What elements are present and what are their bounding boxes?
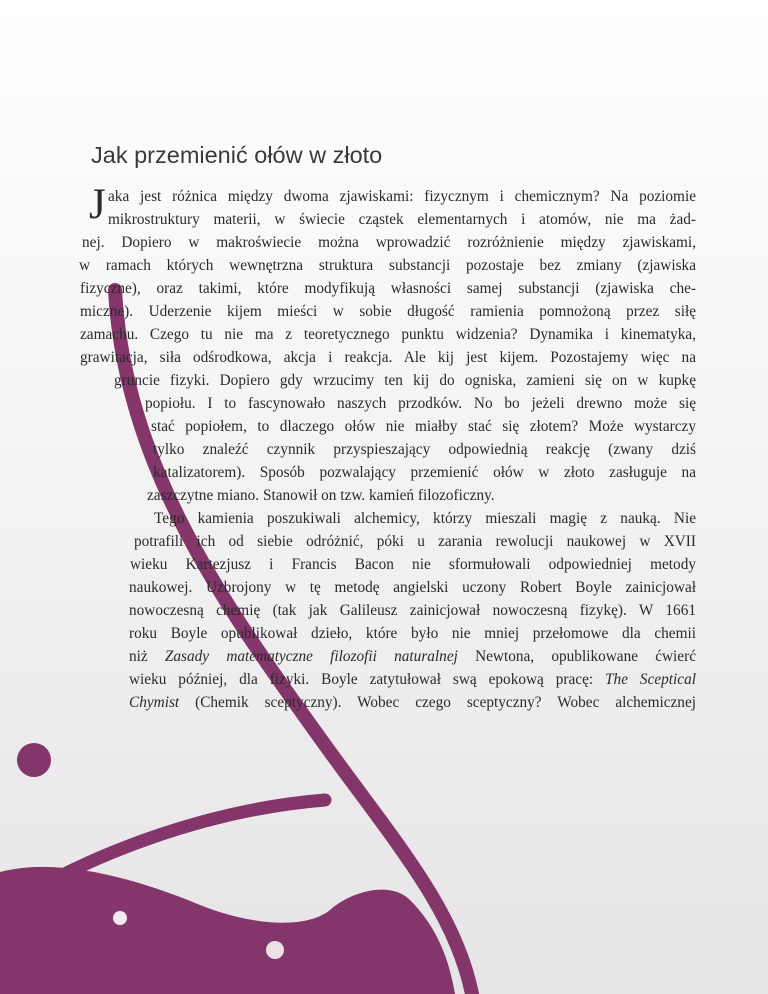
- text-line: popiołu. I to fascynowało naszych przodków. No bo jeżeli drewno może się: [145, 395, 696, 412]
- italic-title: Zasady matematyczne filozofii naturalnej: [164, 648, 458, 665]
- text-line: stać popiołem, to dlaczego ołów nie miałby stać się złotem? Może wystarczy: [151, 418, 696, 435]
- text-line: nowoczesną chemię (tak jak Galileusz zainicjował nowoczesną fizykę). W 1661: [129, 602, 696, 619]
- text-line: tylko znaleźć czynnik przyspieszający odpowiednią reakcję (zwany dziś: [153, 441, 696, 458]
- drop-cap: J: [89, 181, 106, 228]
- text-line: niż Zasady matematyczne filozofii naturalnej Newtona, opublikowane ćwierć: [129, 648, 696, 665]
- text-line: potrafili ich od siebie odróżnić, póki u zarania rewolucji naukowej w XVII: [134, 533, 696, 550]
- italic-title: Chymist: [129, 694, 180, 711]
- text-line: Chymist (Chemik sceptyczny). Wobec czego sceptyczny? Wobec alchemicznej: [129, 694, 696, 711]
- flask-liquid: [0, 867, 455, 994]
- text-line: Tego kamienia poszukiwali alchemicy, którzy mieszali magię z nauką. Nie: [154, 510, 696, 527]
- text-line: mikrostruktury materii, w świecie cząstek elementarnych i atomów, nie ma żad-: [108, 211, 696, 228]
- text-line: nej. Dopiero w makroświecie można wprowadzić rozróżnienie między zjawiskami,: [82, 234, 696, 251]
- text-line: naukowej. Uzbrojony w tę metodę angielski uczony Robert Boyle zainicjował: [129, 579, 696, 596]
- text-line: roku Boyle opublikował dzieło, które było nie mniej przełomowe dla chemii: [129, 625, 696, 642]
- text-line: gruncie fizyki. Dopiero gdy wrzucimy ten kij do ogniska, zamieni się on w kupkę: [114, 372, 696, 389]
- text-line: zamachu. Czego tu nie ma z teoretycznego punktu widzenia? Dynamika i kinematyka,: [80, 326, 696, 343]
- text-line: aka jest różnica między dwoma zjawiskami: fizycznym i chemicznym? Na poziomie: [108, 188, 696, 205]
- text-line: miczne). Uderzenie kijem mieści w sobie długość ramienia pomnożoną przez siłę: [80, 303, 696, 320]
- text-line: zaszczytne miano. Stanowił on tzw. kamień filozoficzny.: [147, 487, 495, 504]
- bubble: [17, 743, 51, 777]
- text-line: wieku później, dla fizyki. Boyle zatytułował swą epokową pracę: The Sceptical: [129, 671, 696, 688]
- text-line: w ramach których wewnętrzna struktura substancji pozostaje bez zmiany (zjawiska: [79, 257, 696, 274]
- text-line: grawitacja, siła odśrodkowa, akcja i reakcja. Ale kij jest kijem. Pozostajemy więc na: [80, 349, 696, 366]
- text-line: fizyczne), oraz takimi, które modyfikują własności samej substancji (zjawiska che-: [80, 280, 696, 297]
- italic-title: The Sceptical: [605, 671, 696, 688]
- text-line: wieku Kartezjusz i Francis Bacon nie sformułowali odpowiedniej metody: [130, 556, 696, 573]
- bubble: [266, 941, 284, 959]
- text-line: katalizatorem). Sposób pozwalający przemienić ołów w złoto zasługuje na: [153, 464, 696, 481]
- article-title: Jak przemienić ołów w złoto: [91, 142, 383, 168]
- bubble: [113, 911, 127, 925]
